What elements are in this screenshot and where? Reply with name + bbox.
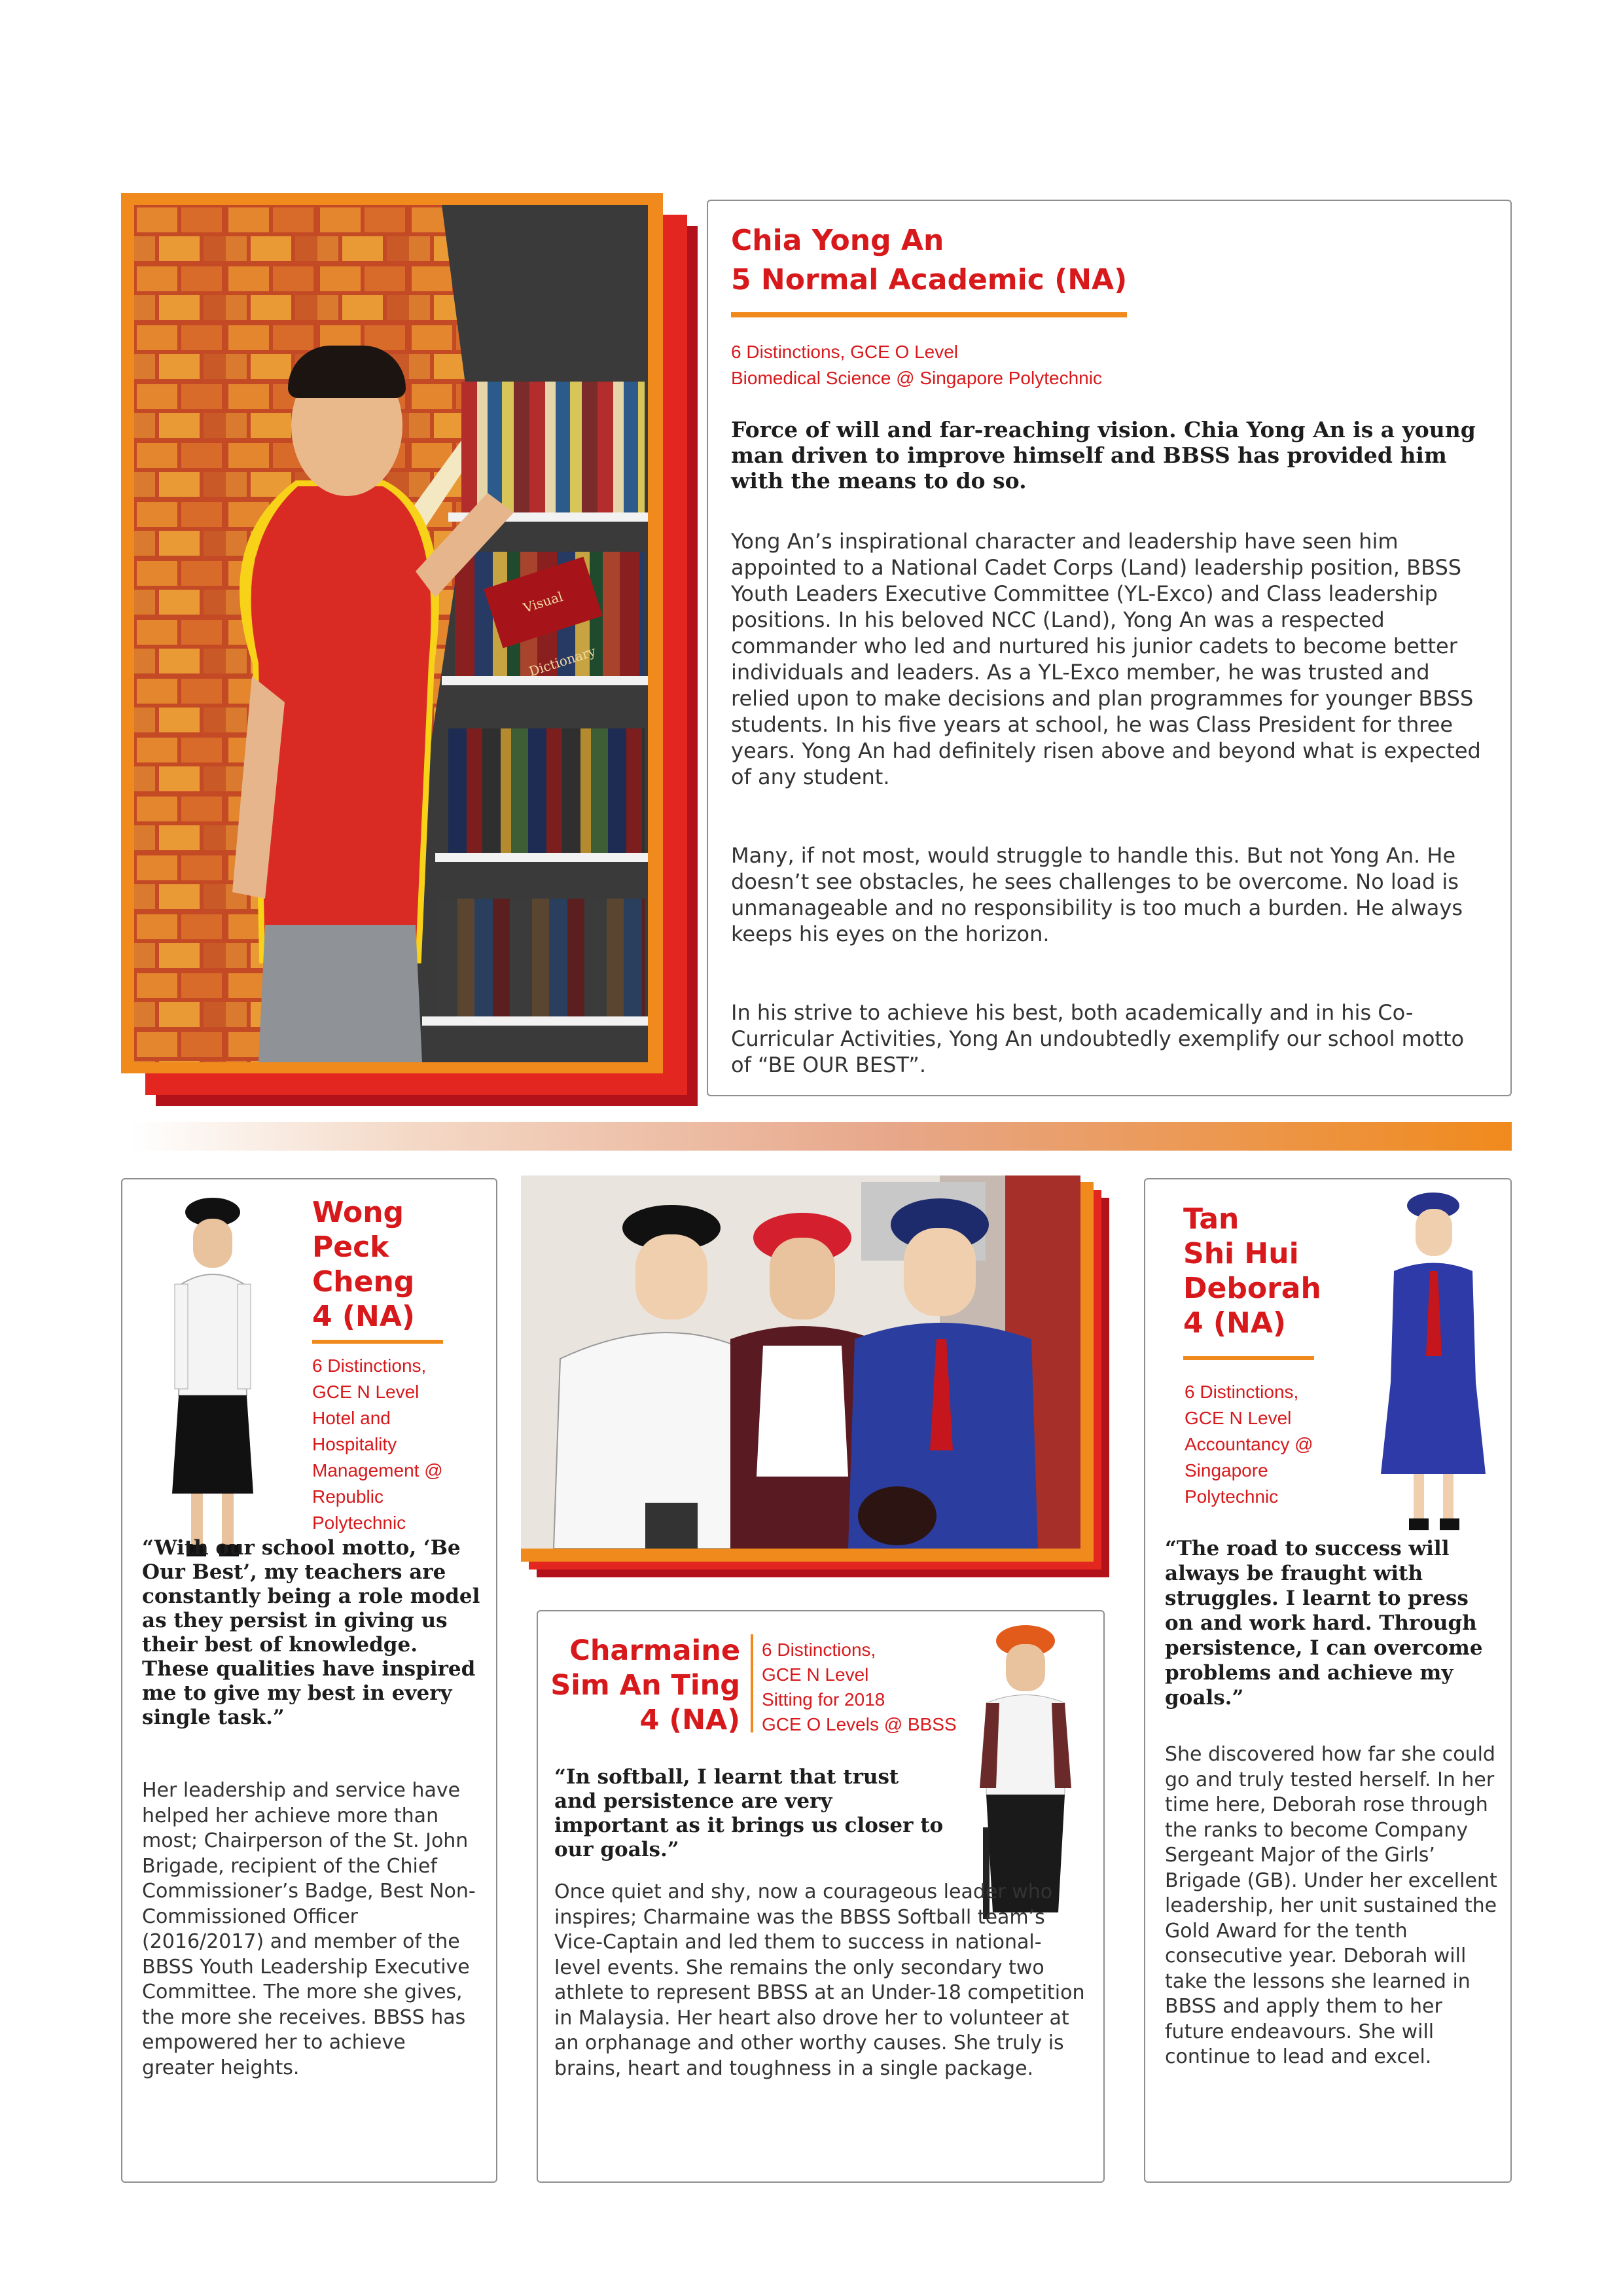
wong-detail-line: Hospitality: [312, 1434, 397, 1454]
charmaine-detail-line: 6 Distinctions,: [762, 1640, 876, 1660]
featured-lead: Force of will and far-reaching vision. Chia Yong An is a young man driven to improve himself and BBSS has provided him with the means to do so.: [731, 417, 1476, 493]
wong-name-line-3: Cheng: [312, 1265, 415, 1299]
tan-name-line-4: 4 (NA): [1183, 1306, 1287, 1340]
wong-quote: “With our school motto, ‘Be Our Best’, my teachers are constantly being a role model as they persist in giving us their best of knowledge. These qualities have inspired me to give my best in every single task.”: [142, 1536, 480, 1729]
charmaine-name-line-1: Charmaine: [569, 1634, 740, 1667]
tan-detail-line: 6 Distinctions,: [1185, 1382, 1299, 1402]
wong-name-line-1: Wong: [312, 1196, 404, 1229]
charmaine-quote: “In softball, I learnt that trust and persistence are very important as it brings us closer to our goals.”: [554, 1765, 944, 1861]
wong-detail-line: Republic: [312, 1486, 383, 1507]
tan-detail-line: Polytechnic: [1185, 1486, 1279, 1507]
tan-name-line-1: Tan: [1183, 1202, 1240, 1236]
featured-paragraph-2: Many, if not most, would struggle to handle this. But not Yong An. He doesn’t see obstacles, he sees challenges to be overcome. No load is unmanageable and no responsibility is too much a burden. He always keeps his eyes on the horizon.: [731, 843, 1463, 946]
charmaine-details: [762, 1638, 957, 1737]
tan-profile-card: [1144, 1178, 1512, 2183]
featured-class: 5 Normal Academic (NA): [731, 263, 1128, 296]
group-photo: [521, 1175, 1080, 1549]
wong-name-line-4: 4 (NA): [312, 1300, 416, 1333]
section-divider: [131, 1122, 1512, 1151]
wong-photo: [162, 1193, 260, 1559]
wong-detail-line: Hotel and: [312, 1408, 391, 1428]
tan-detail-line: GCE N Level: [1185, 1408, 1292, 1428]
tan-quote: “The road to success will always be fraught with struggles. I learnt to press on and work hard. Through persistence, I can overcome problems and achieve my goals.”: [1165, 1537, 1483, 1710]
charmaine-name-line-2: Sim An Ting: [550, 1669, 740, 1702]
wong-profile-card: [121, 1178, 497, 2183]
charmaine-vertical-rule: [751, 1634, 753, 1732]
featured-paragraph-1: Yong An’s inspirational character and leadership have seen him appointed to a National Cadet Corps (Land) leadership position, BBSS Youth Leaders Executive Committee (YL-Exco) and Class leadership positions. In his beloved NCC (Land), Yong An was a respected commander who led and nurtured his junior cadets to become better individuals and leaders. As a YL-Exco member, he was trusted and relied upon to make decisions and plan programmes for younger BBSS students. In his five years at school, he was Class President for three years. Yong An had definitely risen above and beyond what is expected of any student.: [731, 529, 1481, 789]
wong-detail-line: 6 Distinctions,: [312, 1355, 427, 1376]
charmaine-profile-card: [537, 1610, 1105, 2183]
title-underline: [731, 312, 1127, 317]
charmaine-detail-line: Sitting for 2018: [762, 1689, 885, 1710]
tan-detail-line: Accountancy @: [1185, 1434, 1313, 1454]
tan-photo: [1378, 1186, 1489, 1539]
wong-underline: [312, 1340, 443, 1344]
wong-detail-line: GCE N Level: [312, 1382, 419, 1402]
three-students-figure: [521, 1175, 1080, 1549]
tan-details: [1185, 1379, 1313, 1510]
charmaine-detail-line: GCE N Level: [762, 1664, 869, 1685]
featured-profile-card: [707, 200, 1512, 1096]
wong-detail-line: Polytechnic: [312, 1513, 406, 1533]
charmaine-body: Once quiet and shy, now a courageous leader who inspires; Charmaine was the BBSS Softball team’s Vice-Captain and led them to success in national-level events. She remains the only secondary two athlete to represent BBSS at an Under-18 competition in Malaysia. Her heart also drove her to volunteer at an orphanage and other worthy causes. She truly is brains, heart and toughness in a single package.: [554, 1880, 1085, 2080]
student-hair: [288, 346, 406, 398]
wong-body: Her leadership and service have helped her achieve more than most; Chairperson of the St. John Brigade, recipient of the Chief Commissioner’s Badge, Best Non-Commissioned Officer (2016/2017) and member of the BBSS Youth Leadership Executive Committee. The more she gives, the more she receives. BBSS has empowered her to achieve greater heights.: [142, 1779, 476, 2079]
tan-name-line-2: Shi Hui: [1183, 1237, 1299, 1270]
wong-name-line-2: Peck: [312, 1230, 389, 1264]
tan-detail-line: Singapore: [1185, 1460, 1268, 1480]
featured-name: Chia Yong An: [731, 224, 944, 257]
red-book: Visual Dictionary: [484, 557, 603, 649]
featured-achievement: 6 Distinctions, GCE O Level: [731, 342, 959, 362]
tan-underline: [1183, 1356, 1314, 1360]
charmaine-name-line-3: 4 (NA): [639, 1704, 740, 1736]
featured-photo: [134, 205, 648, 1062]
featured-destination: Biomedical Science @ Singapore Polytechnic: [731, 368, 1102, 388]
tan-name-line-3: Deborah: [1183, 1272, 1321, 1305]
wong-detail-line: Management @: [312, 1460, 443, 1480]
wong-details: [312, 1353, 443, 1536]
featured-paragraph-3: In his strive to achieve his best, both academically and in his Co-Curricular Activities, Yong An undoubtedly exemplify our school motto of “BE OUR BEST”.: [731, 1000, 1465, 1077]
charmaine-detail-line: GCE O Levels @ BBSS: [762, 1714, 957, 1734]
tan-body: She discovered how far she could go and truly tested herself. In her time here, Deborah rose through the ranks to become Company Sergeant Major of the Girls’ Brigade (GB). Under her excellent leadership, her unit sustained the Gold Award for the tenth consecutive year. Deborah will take the lessons she learned in BBSS and apply them to her future endeavours. She will continue to lead and excel.: [1165, 1743, 1497, 2068]
